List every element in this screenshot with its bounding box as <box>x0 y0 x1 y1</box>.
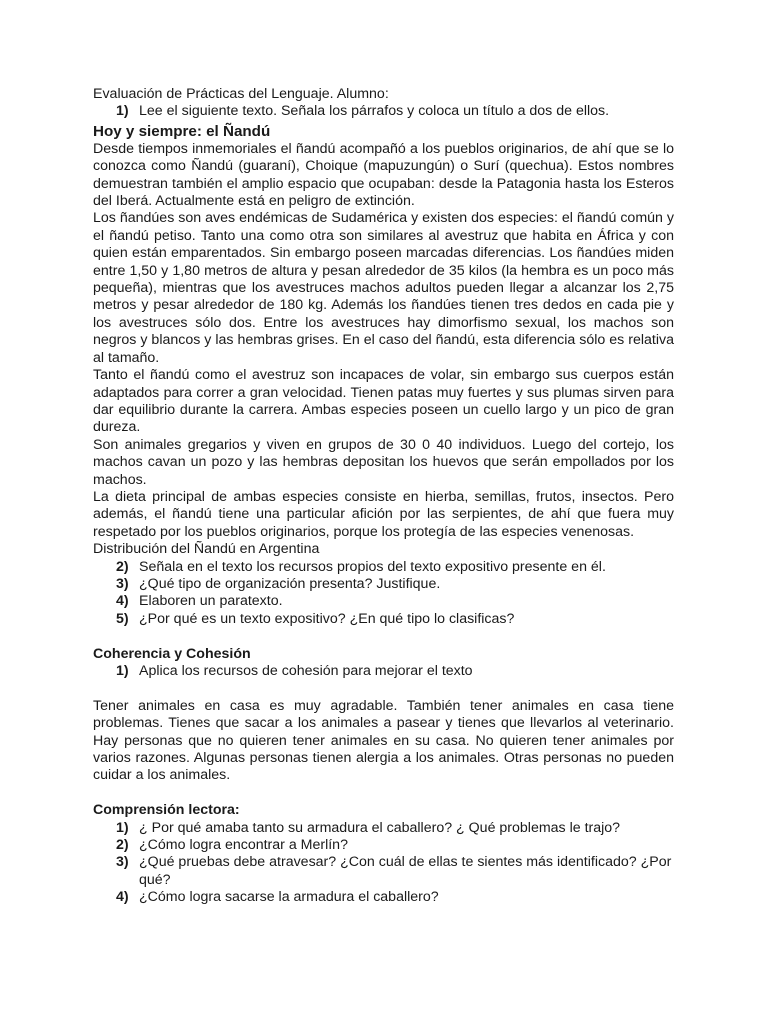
task-item <box>93 611 674 628</box>
task-item <box>93 663 674 680</box>
document-page <box>93 86 674 907</box>
task-list-1 <box>93 103 674 120</box>
question-number: 2) <box>116 837 129 854</box>
task-number: 1) <box>116 103 129 120</box>
article-title: Hoy y siempre: el Ñandú <box>93 122 271 140</box>
question-item <box>93 889 674 906</box>
task-text: ¿Qué tipo de organización presenta? Justifique. <box>139 575 441 592</box>
section-heading-comprehension: Comprensión lectora: <box>93 802 240 819</box>
task-list-2 <box>93 559 674 629</box>
task-number: 1) <box>116 662 129 679</box>
paragraph: Distribución del Ñandú en Argentina <box>93 541 320 558</box>
question-item <box>93 837 674 854</box>
question-item <box>93 820 674 837</box>
question-number: 3) <box>116 854 129 871</box>
question-text: ¿Qué pruebas debe atravesar? ¿Con cuál de ellas te sientes más identificado? ¿Por qué? <box>139 854 672 888</box>
task-text: Elaboren un paratexto. <box>139 593 283 610</box>
question-list <box>93 820 674 907</box>
question-text: ¿Cómo logra encontrar a Merlín? <box>139 837 348 854</box>
task-item <box>93 559 674 576</box>
task-item <box>93 576 674 593</box>
task-text: Lee el siguiente texto. Señala los párrafos y coloca un título a dos de ellos. <box>139 103 610 120</box>
question-item <box>93 854 674 889</box>
task-item <box>93 103 674 120</box>
question-number: 1) <box>116 819 129 836</box>
paragraph: Desde tiempos inmemoriales el ñandú acompañó a los pueblos originarios, de ahí que se lo conozca como Ñandú (guaraní), Choique (mapuzungún) o Surí (quechua). Estos nombres demuestran también el amplio espacio que ocupaban: desde la Patagonia hasta los Esteros del Iberá. Actualmente está en peligro de extinción. <box>93 140 674 210</box>
task-number: 5) <box>116 610 129 627</box>
paragraph: Tener animales en casa es muy agradable. También tener animales en casa tiene problemas. Tienes que sacar a los animales a pasear y tienes que llevarlos al veterinario. Hay personas que no quieren tener animales en su casa. No quieren tener animales por varios razones. Algunas personas tienen alergia a los animales. Otras personas no pueden cuidar a los animales. <box>93 697 674 784</box>
task-text: Señala en el texto los recursos propios del texto expositivo presente en él. <box>139 558 606 575</box>
spacer <box>93 680 674 697</box>
document-header: Evaluación de Prácticas del Lenguaje. Alumno: <box>93 86 389 102</box>
question-text: ¿Cómo logra sacarse la armadura el caballero? <box>139 889 439 906</box>
task-number: 4) <box>116 593 129 610</box>
paragraph: La dieta principal de ambas especies consiste en hierba, semillas, frutos, insectos. Pero además, el ñandú tiene una particular afición por las serpientes, de ahí que fuera muy respetado por los pueblos originarios, porque los protegía de las especies venenosas. <box>93 488 674 540</box>
task-text: ¿Por qué es un texto expositivo? ¿En qué tipo lo clasificas? <box>139 610 515 627</box>
paragraph: Los ñandúes son aves endémicas de Sudamérica y existen dos especies: el ñandú común y el ñandú petiso. Tanto una como otra son similares al avestruz que habita en África y con quien están emparentados. Sin embargo poseen marcadas diferencias. Los ñandúes miden entre 1,50 y 1,80 metros de altura y pesan alrededor de 35 kilos (la hembra es un poco más pequeña), mientras que los avestruces machos adultos pueden llegar a alcanzar los 2,75 metros y pesar alrededor de 180 kg. Además los ñandúes tienen tres dedos en cada pie y los avestruces sólo dos. Entre los avestruces hay dimorfismo sexual, los machos son negros y blancos y las hembras grises. En el caso del ñandú, esta diferencia sólo es relativa al tamaño. <box>93 210 674 366</box>
task-number: 3) <box>116 575 129 592</box>
paragraph: Son animales gregarios y viven en grupos de 30 0 40 individuos. Luego del cortejo, los machos cavan un pozo y las hembras depositan los huevos que serán empollados por los machos. <box>93 436 674 488</box>
paragraph: Tanto el ñandú como el avestruz son incapaces de volar, sin embargo sus cuerpos están adaptados para correr a gran velocidad. Tienen patas muy fuertes y sus plumas sirven para dar equilibrio durante la carrera. Ambas especies poseen un cuello largo y un pico de gran dureza. <box>93 367 674 436</box>
task-text: Aplica los recursos de cohesión para mejorar el texto <box>139 662 473 679</box>
task-number: 2) <box>116 558 129 575</box>
spacer <box>93 628 674 645</box>
spacer <box>93 785 674 802</box>
task-item <box>93 593 674 610</box>
section-heading-coherence: Coherencia y Cohesión <box>93 645 251 662</box>
question-number: 4) <box>116 889 129 906</box>
task-list-coherence <box>93 663 674 680</box>
question-text: ¿ Por qué amaba tanto su armadura el caballero? ¿ Qué problemas le trajo? <box>139 819 621 836</box>
